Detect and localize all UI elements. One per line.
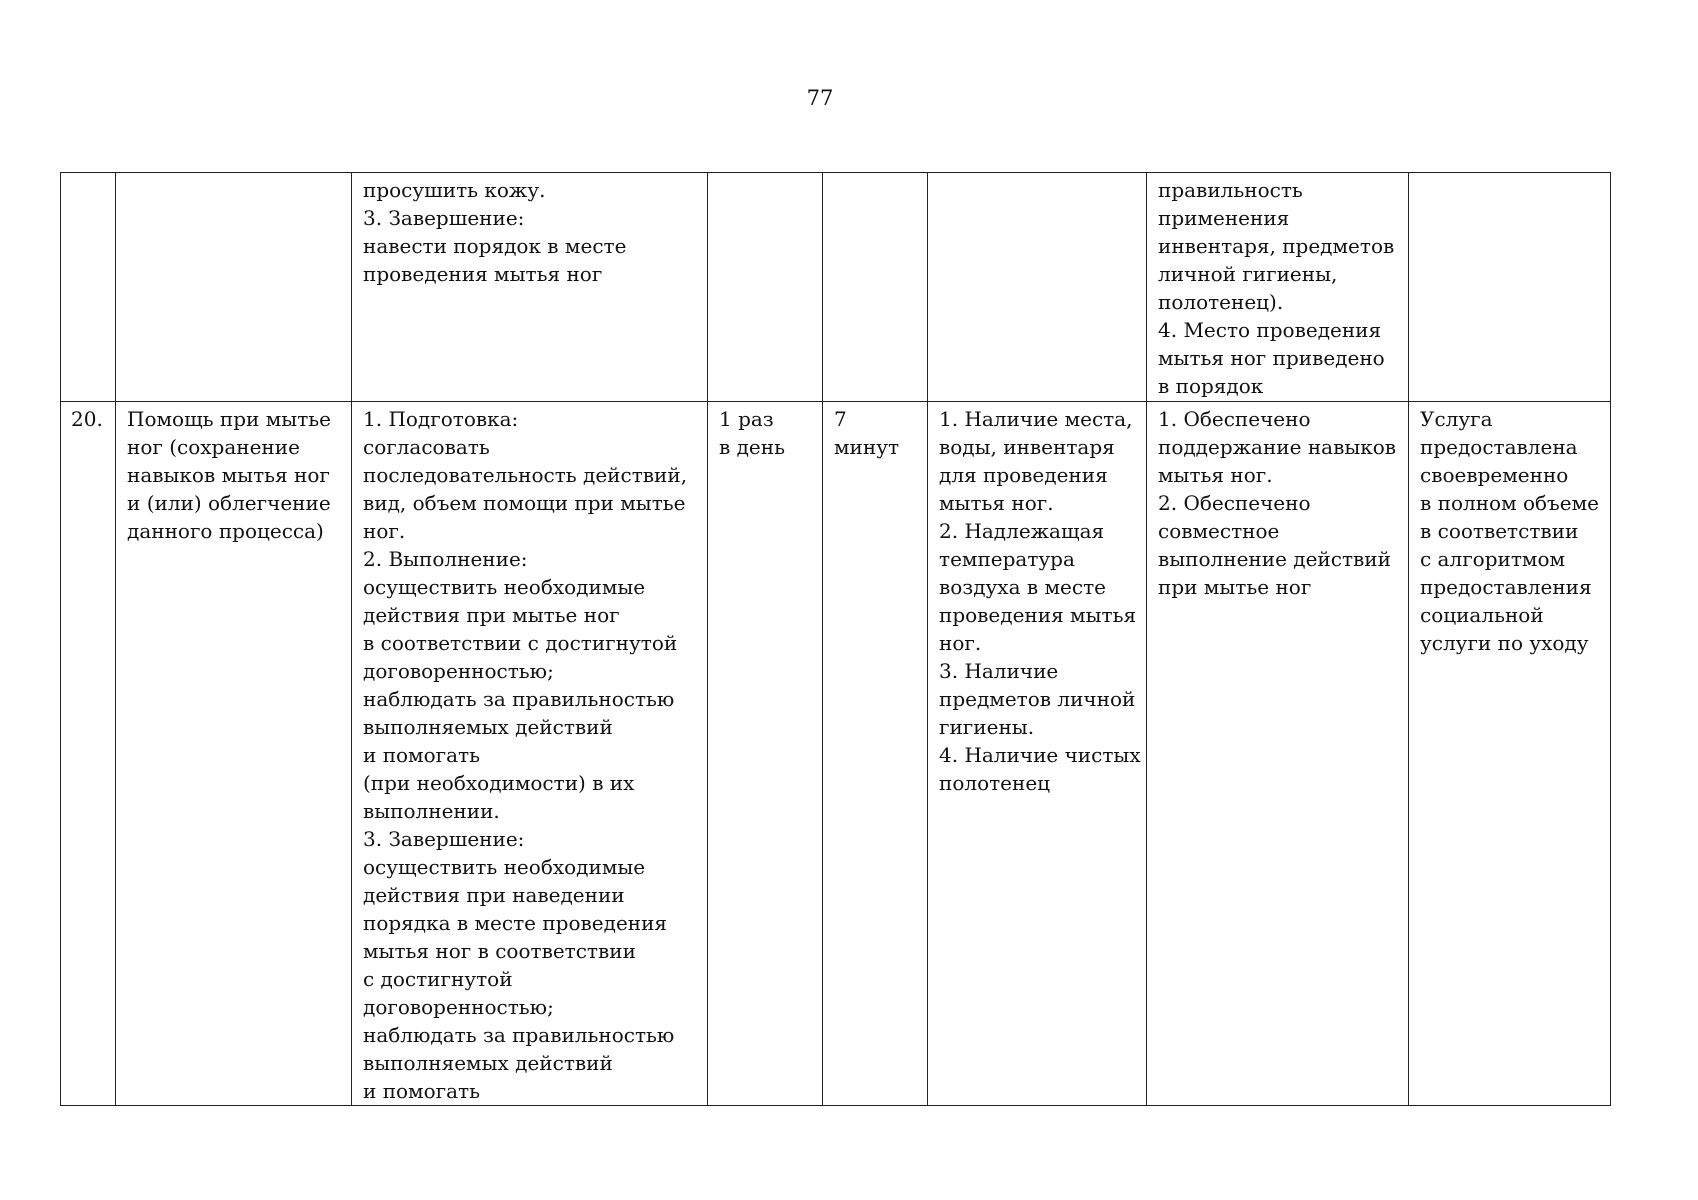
cell-text-line: ног. [363,519,406,543]
cell-text-line: правильность [1158,178,1303,202]
cell-evaluation [1409,173,1611,402]
cell-text-line: 3. Наличие [939,659,1059,683]
cell-text-line: применения [1158,206,1290,230]
cell-conditions [928,402,1147,1106]
cell-text-line: для проведения [939,463,1108,487]
cell-text-line: предметов личной [939,687,1136,711]
cell-text-line: 2. Обеспечено [1158,491,1311,515]
cell-text-line: с достигнутой [363,967,513,991]
cell-text-line: в соответствии с достигнутой [363,631,678,655]
cell-text-line: социальной [1420,603,1544,627]
cell-text-line: и помогать [363,1079,481,1103]
cell-text-line: температура [939,547,1075,571]
page-number: 77 [806,86,834,110]
cell-text-line: воды, инвентаря [939,435,1115,459]
cell-text-line: мытья ног в соответствии [363,939,636,963]
cell-service-name [116,173,352,402]
cell-text-line: при мытье ног [1158,575,1312,599]
cell-text-line: совместное [1158,519,1280,543]
cell-text-line: данного процесса) [127,519,324,543]
cell-text-line: в порядок [1158,374,1264,398]
cell-text-line: наблюдать за правильностью [363,687,675,711]
cell-text-line: инвентаря, предметов [1158,234,1395,258]
cell-text-line: 2. Надлежащая [939,519,1105,543]
cell-text-line: порядка в месте проведения [363,911,668,935]
services-table [60,172,1611,1106]
cell-service-content [352,173,708,402]
cell-duration [823,402,928,1106]
cell-text-line: выполнении. [363,799,500,823]
cell-text-line: предоставлена [1420,435,1578,459]
cell-text-line: 4. Наличие чистых [939,743,1141,767]
cell-service-content [352,402,708,1106]
cell-service-name [116,402,352,1106]
cell-text-line: услуги по уходу [1420,631,1589,655]
cell-text-line: 1. Подготовка: [363,407,519,431]
cell-conditions [928,173,1147,402]
cell-text-line: поддержание навыков [1158,435,1397,459]
cell-text-line: гигиены. [939,715,1035,739]
cell-text-line: минут [834,435,900,459]
cell-quality-indicators [1147,173,1409,402]
cell-text-line: наблюдать за правильностью [363,1023,675,1047]
cell-text-line: договоренностью; [363,995,554,1019]
cell-evaluation [1409,402,1611,1106]
cell-frequency [708,402,823,1106]
cell-text-line: последовательность действий, [363,463,688,487]
cell-text-line: воздуха в месте [939,575,1106,599]
cell-text-line: вид, объем помощи при мытье [363,491,686,515]
cell-text-line: проведения мытья [939,603,1137,627]
cell-text-line: мытья ног. [939,491,1054,515]
cell-text-line: действия при мытье ног [363,603,620,627]
cell-text-line: 1 раз [719,407,774,431]
cell-number [61,173,116,402]
cell-text-line: договоренностью; [363,659,554,683]
cell-text-line: в полном объеме [1420,491,1600,515]
cell-text-line: осуществить необходимые [363,575,646,599]
cell-frequency [708,173,823,402]
cell-text-line: полотенец). [1158,290,1284,314]
cell-text-line: (при необходимости) в их [363,771,635,795]
cell-text-line: и (или) облегчение [127,491,331,515]
cell-quality-indicators [1147,402,1409,1106]
cell-text-line: 3. Завершение: [363,827,525,851]
cell-text-line: Помощь при мытье [127,407,332,431]
cell-text-line: мытья ног приведено [1158,346,1385,370]
cell-text-line: действия при наведении [363,883,625,907]
cell-text-line: 1. Обеспечено [1158,407,1311,431]
cell-text-line: личной гигиены, [1158,262,1338,286]
table-row [61,173,1611,402]
cell-text-line: 2. Выполнение: [363,547,528,571]
cell-text-line: 1. Наличие места, [939,407,1133,431]
cell-text-line: предоставления [1420,575,1592,599]
cell-number: 20. [61,402,116,1106]
cell-text-line: выполняемых действий [363,1051,613,1075]
cell-text-line: Услуга [1420,407,1493,431]
cell-text-line: в соответствии [1420,519,1579,543]
cell-text-line: мытья ног. [1158,463,1273,487]
cell-text-line: проведения мытья ног [363,262,603,286]
cell-text-line: 4. Место проведения [1158,318,1382,342]
cell-text-line: ног (сохранение [127,435,300,459]
cell-text-line: и помогать [363,743,481,767]
cell-text-line: согласовать [363,435,490,459]
cell-text-line: навыков мытья ног [127,463,330,487]
cell-text-line: осуществить необходимые [363,855,646,879]
cell-text-line: своевременно [1420,463,1569,487]
cell-text-line: 3. Завершение: [363,206,525,230]
cell-text-line: выполняемых действий [363,715,613,739]
cell-text-line: полотенец [939,771,1051,795]
cell-text-line: просушить кожу. [363,178,546,202]
cell-text-line: ног. [939,631,982,655]
cell-duration [823,173,928,402]
cell-text-line: с алгоритмом [1420,547,1566,571]
cell-text-line: 7 [834,407,847,431]
cell-text-line: в день [719,435,785,459]
cell-text-line: выполнение действий [1158,547,1391,571]
table-row [61,402,1611,1106]
cell-text-line: навести порядок в месте [363,234,627,258]
